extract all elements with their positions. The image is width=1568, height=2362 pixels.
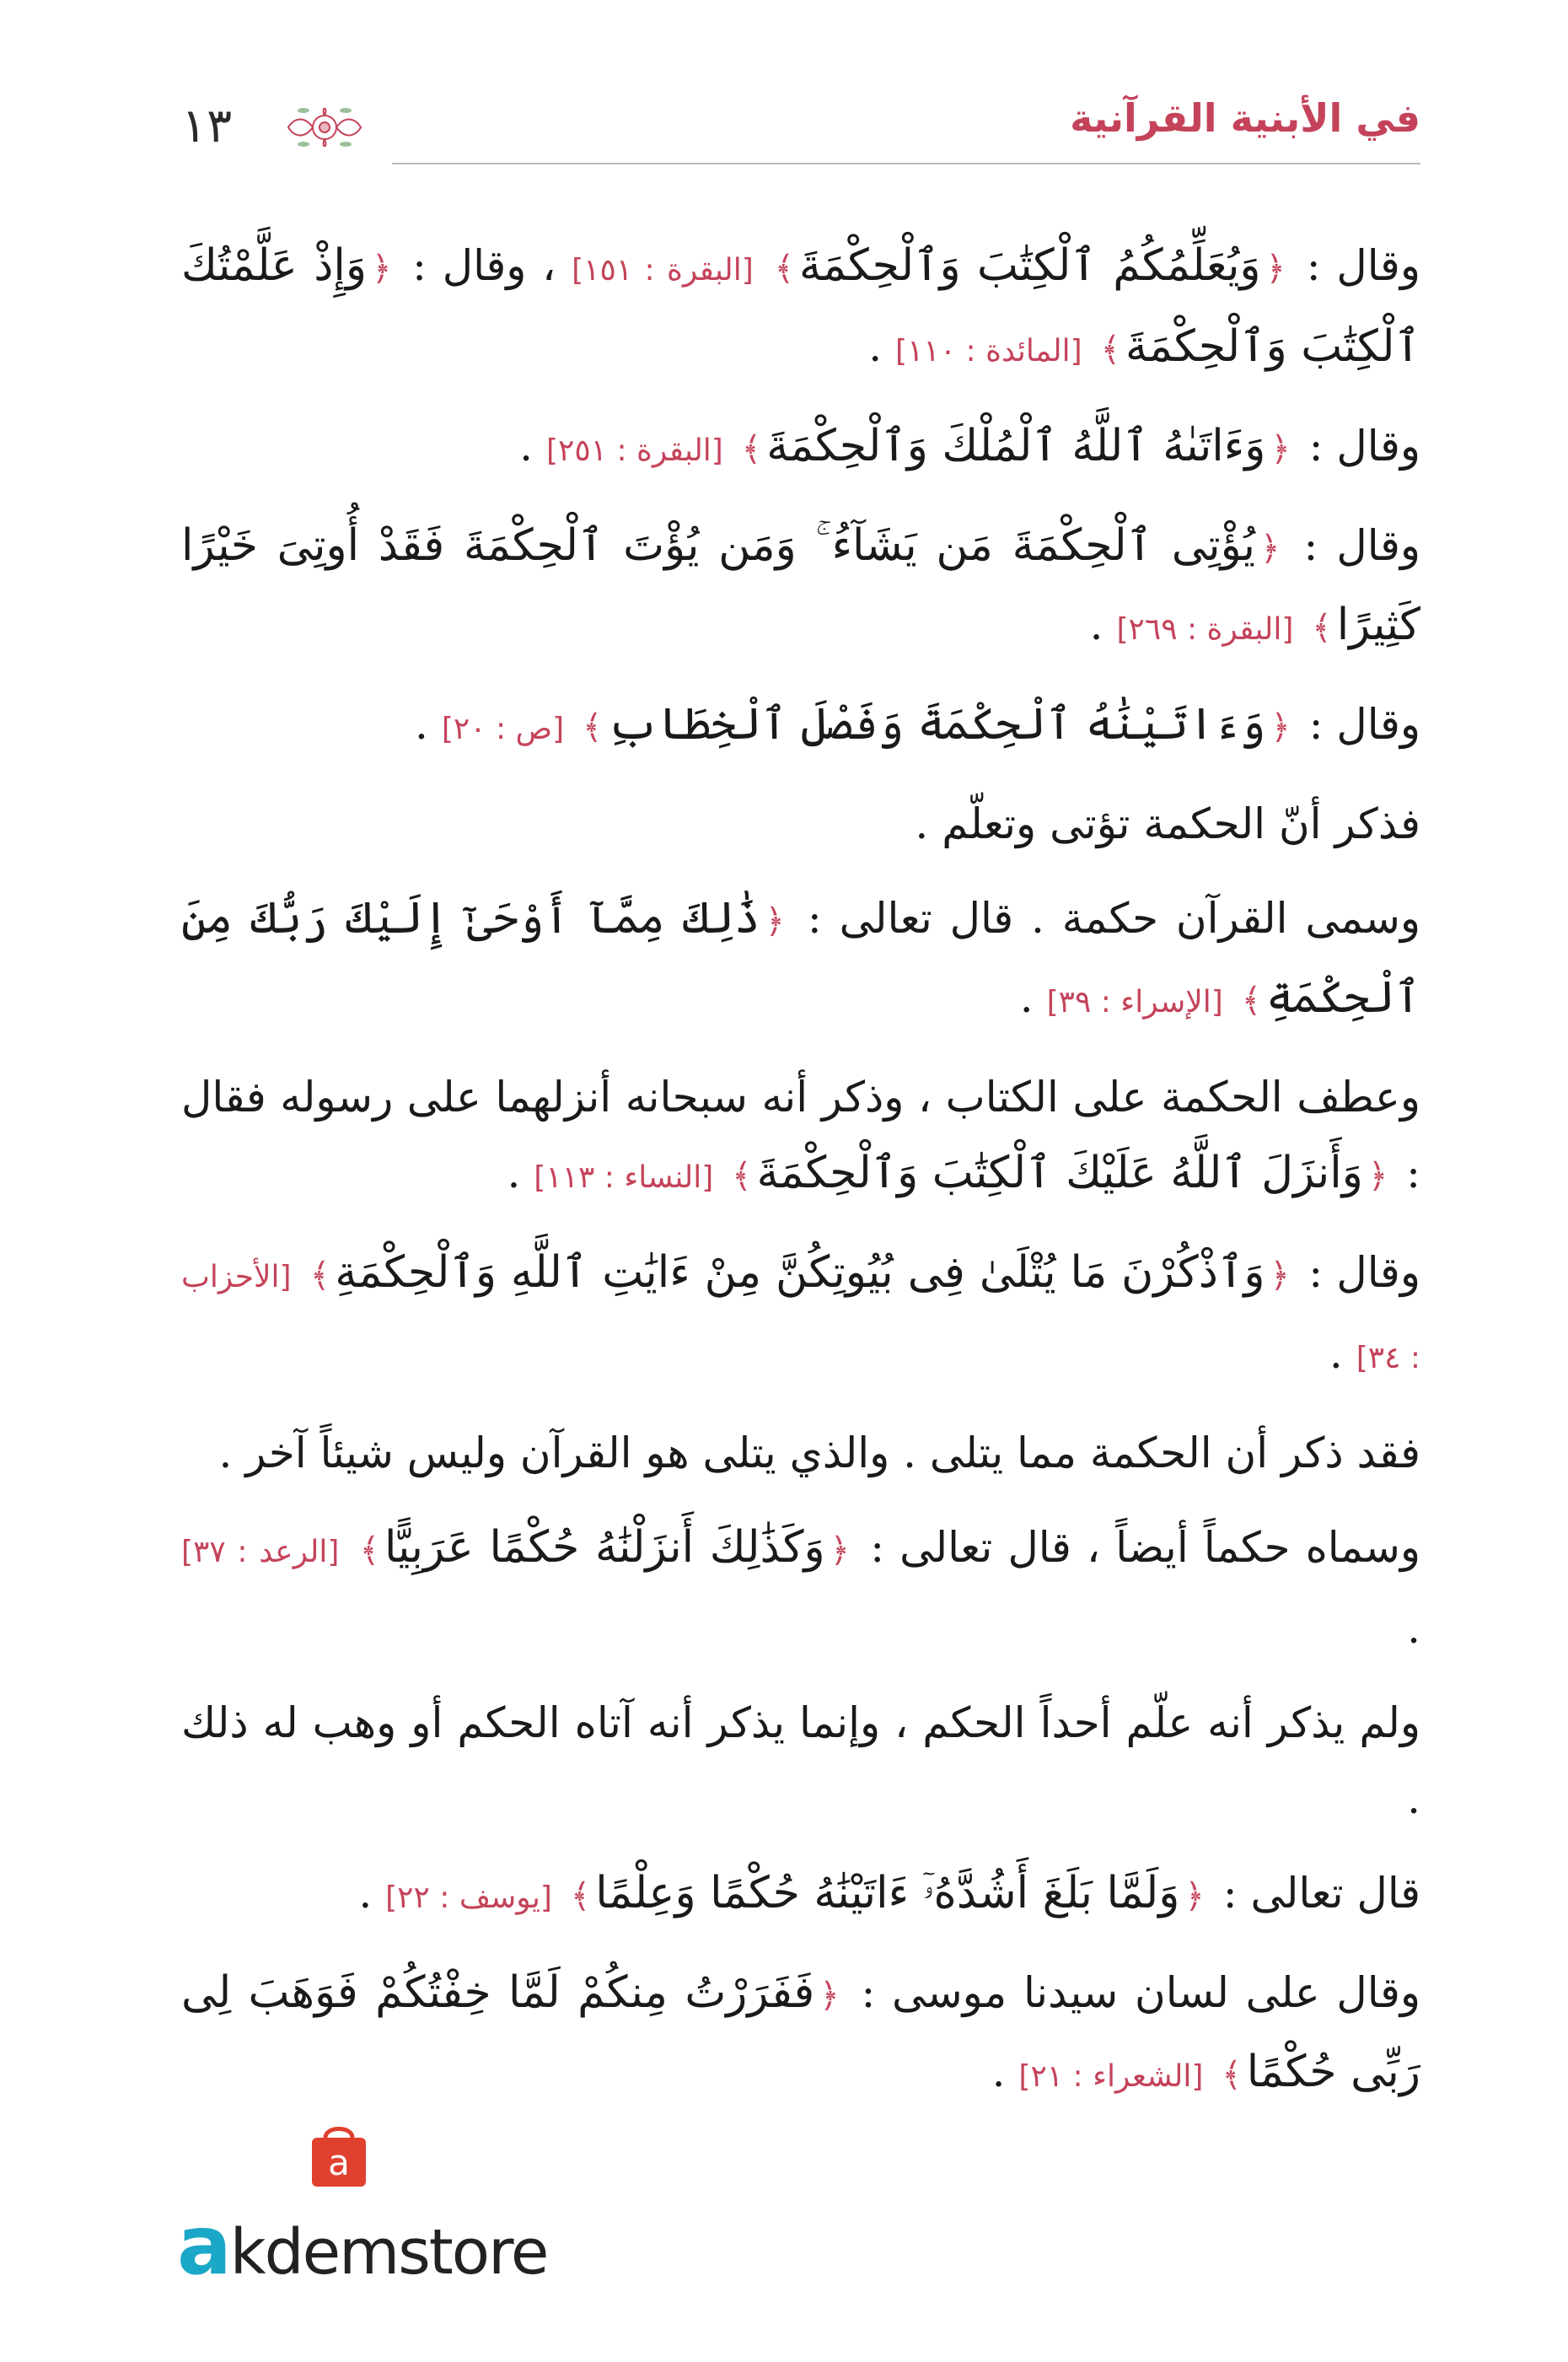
paragraph-text: وقال : — [1294, 1248, 1420, 1297]
paragraph-text: . — [1019, 973, 1047, 1022]
logo-text: kdemstore — [229, 2216, 548, 2289]
logo-initial: a — [177, 2198, 230, 2293]
verse-reference: [الشعراء : ٢١] — [1018, 2059, 1204, 2094]
paragraph-text: فذكر أنّ الحكمة تؤتى وتعلّم . — [915, 799, 1420, 848]
quran-close-bracket: ﴾ — [583, 708, 603, 747]
quran-verse: وَكَذَٰلِكَ أَنزَلْنَٰهُ حُكْمًا عَرَبِيًّا — [384, 1522, 825, 1573]
quran-verse: وَءَاتَىٰهُ ٱللَّهُ ٱلْمُلْكَ وَٱلْحِكْمَةَ — [766, 421, 1266, 471]
paragraph — [181, 786, 1420, 862]
paragraph — [181, 1415, 1420, 1491]
quran-close-bracket: ﴾ — [1241, 982, 1262, 1020]
verse-reference: [الرعد : ٣٧] — [181, 1535, 340, 1569]
verse-reference: [البقرة : ٢٥١] — [545, 433, 723, 468]
paragraph-text: ولم يذكر أنه علّم أحداً الحكم ، وإنما يذكر أنه آتاه الحكم أو وهب له ذلك . — [181, 1698, 1420, 1823]
paragraph — [181, 880, 1420, 1041]
quran-open-bracket: ﴿ — [830, 1531, 851, 1570]
paragraph-text: وسمى القرآن حكمة . قال تعالى : — [789, 894, 1420, 943]
paragraph — [181, 1235, 1420, 1396]
quran-close-bracket: ﴾ — [1312, 609, 1332, 648]
paragraph-text: وسماه حكماً أيضاً ، قال تعالى : — [855, 1523, 1420, 1572]
page-body — [181, 228, 1420, 2133]
verse-reference: [يوسف : ٢٢] — [385, 1880, 552, 1915]
quran-verse: وَإِذْ عَلَّمْتُكَ ٱلْكِتَٰبَ وَٱلْحِكْمَةَ — [181, 240, 1420, 372]
paragraph-text: . — [1089, 600, 1117, 649]
verse-reference: [المائدة : ١١٠] — [895, 334, 1082, 369]
verse-reference: [الأحزاب : ٣٤] — [181, 1260, 1420, 1375]
paragraph-text: فقد ذكر أن الحكمة مما يتلى . والذي يتلى هو القرآن وليس شيئاً آخر . — [218, 1428, 1420, 1477]
paragraph-text: . — [1329, 1329, 1356, 1378]
quran-verse: وَيُعَلِّمُكُمُ ٱلْكِتَٰبَ وَٱلْحِكْمَةَ — [799, 240, 1261, 291]
paragraph-text: ، وقال : — [396, 241, 572, 290]
paragraph — [181, 1059, 1420, 1216]
verse-reference: [البقرة : ٢٦٩] — [1116, 612, 1294, 647]
paragraph-text: وعطف الحكمة على الكتاب ، وذكر أنه سبحانه أنزلهما على رسوله فقال : — [181, 1073, 1420, 1197]
quran-open-bracket: ﴿ — [1270, 430, 1291, 469]
paragraph-text: وقال على لسان سيدنا موسى : — [844, 1968, 1420, 2017]
verse-reference: [البقرة : ١٥١] — [572, 253, 754, 288]
quran-verse: وَأَنزَلَ ٱللَّهُ عَلَيْكَ ٱلْكِتَٰبَ وَٱلْحِكْمَةَ — [756, 1148, 1363, 1198]
quran-verse: ذَٰلِكَ مِمَّآ أَوْحَىٰٓ إِلَيْكَ رَبُّكَ مِنَ ٱلْحِكْمَةِ — [181, 893, 1420, 1023]
paragraph — [181, 1685, 1420, 1837]
quran-close-bracket: ﴾ — [1222, 2056, 1242, 2095]
quran-verse: وَلَمَّا بَلَغَ أَشُدَّهُۥٓ ءَاتَيْنَٰهُ حُكْمًا وَعِلْمًا — [595, 1868, 1180, 1918]
paragraph — [181, 1509, 1420, 1666]
paragraph — [181, 508, 1420, 668]
paragraph — [181, 408, 1420, 489]
paragraph-text: . — [991, 2047, 1019, 2096]
logo-badge-letter: a — [328, 2142, 350, 2183]
quran-open-bracket: ﴿ — [819, 1977, 840, 2015]
quran-verse: وَٱذْكُرْنَ مَا يُتْلَىٰ فِى بُيُوتِكُنَّ مِنْ ءَايَٰتِ ٱللَّهِ وَٱلْحِكْمَةِ — [335, 1247, 1265, 1298]
quran-close-bracket: ﴾ — [1100, 331, 1121, 369]
quran-verse: وَءَاتَيْنَٰهُ ٱلْحِكْمَةَ وَفَصْلَ ٱلْخِطَابِ — [607, 699, 1266, 750]
running-title: في الأبنية القرآنية — [1070, 95, 1420, 141]
store-logo — [177, 2121, 548, 2293]
quran-open-bracket: ﴿ — [1270, 708, 1291, 747]
paragraph-text: . — [507, 1149, 534, 1197]
paragraph-text: وقال : — [1285, 521, 1420, 570]
paragraph-text: . — [1407, 1604, 1420, 1653]
paragraph-text: . — [868, 322, 896, 371]
paragraph — [181, 686, 1420, 767]
paragraph-text: وقال : — [1290, 241, 1420, 290]
paragraph — [181, 228, 1420, 390]
paragraph-text: . — [519, 422, 546, 471]
shopping-bag-icon — [303, 2121, 374, 2192]
quran-open-bracket: ﴿ — [765, 902, 785, 941]
verse-reference: [الإسراء : ٣٩] — [1046, 985, 1223, 1020]
floral-ornament-icon — [278, 94, 371, 161]
paragraph-text: وقال : — [1295, 700, 1420, 749]
quran-close-bracket: ﴾ — [774, 250, 794, 288]
quran-open-bracket: ﴿ — [371, 250, 392, 288]
quran-open-bracket: ﴿ — [1265, 250, 1286, 288]
quran-open-bracket: ﴿ — [1270, 1256, 1290, 1295]
paragraph-text: . — [415, 700, 442, 749]
quran-close-bracket: ﴾ — [359, 1531, 380, 1570]
verse-reference: [النساء : ١١٣] — [534, 1160, 714, 1195]
paragraph-text: قال تعالى : — [1209, 1869, 1420, 1918]
paragraph-text: . — [358, 1869, 386, 1918]
quran-verse: فَفَرَرْتُ مِنكُمْ لَمَّا خِفْتُكُمْ فَوَهَبَ لِى رَبِّى حُكْمًا — [181, 1967, 1420, 2097]
quran-close-bracket: ﴾ — [570, 1877, 591, 1916]
quran-open-bracket: ﴿ — [1184, 1877, 1205, 1916]
quran-close-bracket: ﴾ — [741, 430, 762, 469]
logo-wordmark — [177, 2198, 547, 2293]
page-header — [181, 89, 1420, 173]
quran-close-bracket: ﴾ — [309, 1256, 330, 1295]
quran-open-bracket: ﴿ — [1367, 1157, 1388, 1196]
quran-open-bracket: ﴿ — [1259, 530, 1281, 568]
paragraph — [181, 1855, 1420, 1936]
paragraph — [181, 1955, 1420, 2115]
quran-verse: يُؤْتِى ٱلْحِكْمَةَ مَن يَشَآءُ ۚ وَمَن يُؤْتَ ٱلْحِكْمَةَ فَقَدْ أُوتِىَ خَيْرًا كَثِيرًا — [181, 520, 1420, 650]
paragraph-text: وقال : — [1295, 422, 1420, 471]
header-divider — [392, 163, 1420, 164]
verse-reference: [ص : ٢٠] — [441, 712, 565, 746]
quran-close-bracket: ﴾ — [732, 1157, 752, 1196]
page-number: ١٣ — [181, 99, 233, 153]
